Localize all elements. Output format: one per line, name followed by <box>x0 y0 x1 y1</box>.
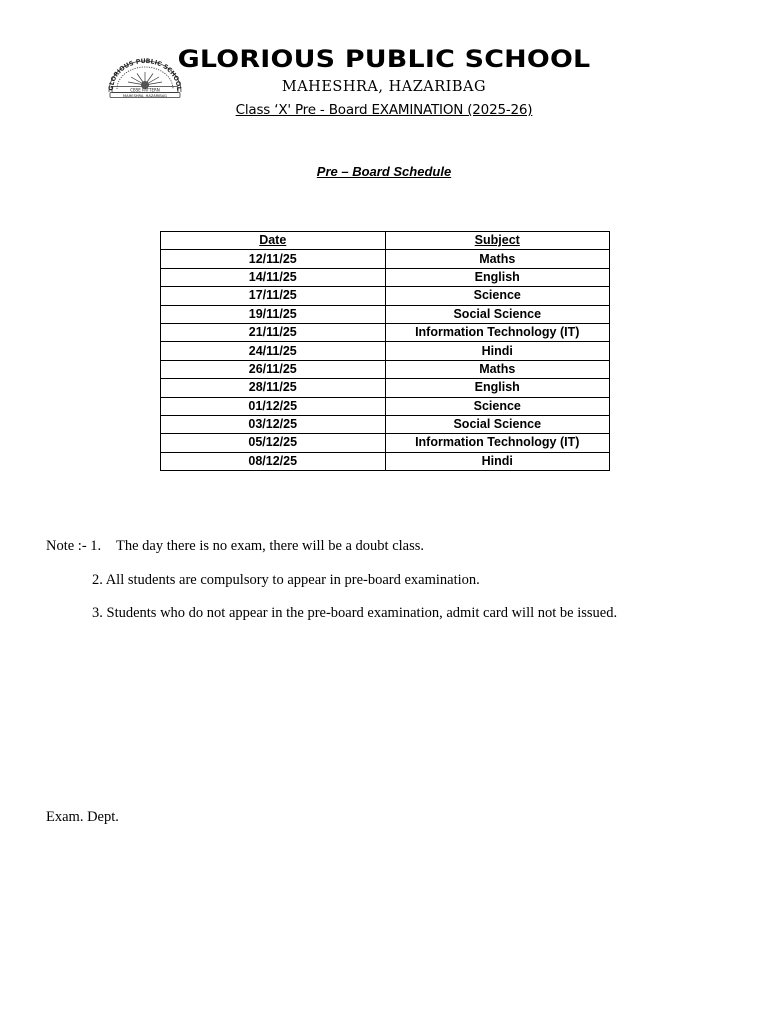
table-row <box>161 305 610 323</box>
note-item: 3. Students who do not appear in the pre-board examination, admit card will not be issued. <box>92 605 618 621</box>
school-address: MAHESHRA, HAZARIBAG <box>281 79 487 95</box>
date-column-header: Date <box>161 232 386 250</box>
exam-title: Class ‘X' Pre - Board EXAMINATION (2025-26) <box>235 102 533 118</box>
table-row <box>161 434 610 452</box>
svg-text:CBSE PATTERN: CBSE PATTERN <box>130 87 160 93</box>
subject-cell: English <box>385 268 610 286</box>
subject-cell: Science <box>385 287 610 305</box>
date-cell: 24/11/25 <box>161 342 386 360</box>
date-cell: 19/11/25 <box>161 305 386 323</box>
table-row <box>161 287 610 305</box>
subject-cell: Information Technology (IT) <box>385 434 610 452</box>
subject-cell: Social Science <box>385 415 610 433</box>
subject-cell: Hindi <box>385 342 610 360</box>
table-row <box>161 268 610 286</box>
table-row <box>161 360 610 378</box>
subject-cell: Science <box>385 397 610 415</box>
table-row <box>161 452 610 470</box>
table-row <box>161 415 610 433</box>
date-cell: 08/12/25 <box>161 452 386 470</box>
schedule-title: Pre – Board Schedule <box>316 164 452 179</box>
note-prefix: Note :- 1. <box>46 538 102 554</box>
svg-text:GLORIOUS PUBLIC SCHOOL: GLORIOUS PUBLIC SCHOOL <box>107 58 183 91</box>
subject-cell: Information Technology (IT) <box>385 323 610 341</box>
subject-cell: Social Science <box>385 305 610 323</box>
school-name: GLORIOUS PUBLIC SCHOOL <box>177 45 591 73</box>
subject-cell: Hindi <box>385 452 610 470</box>
date-cell: 17/11/25 <box>161 287 386 305</box>
date-cell: 14/11/25 <box>161 268 386 286</box>
date-cell: 01/12/25 <box>161 397 386 415</box>
table-header-row <box>161 232 610 250</box>
subject-cell: Maths <box>385 250 610 268</box>
note-item <box>46 537 424 555</box>
date-cell: 12/11/25 <box>161 250 386 268</box>
table-row <box>161 323 610 341</box>
signature: Exam. Dept. <box>46 809 119 825</box>
note-item: 2. All students are compulsory to appear in pre-board examination. <box>92 572 480 588</box>
table-row <box>161 342 610 360</box>
table-row <box>161 379 610 397</box>
date-cell: 03/12/25 <box>161 415 386 433</box>
date-cell: 05/12/25 <box>161 434 386 452</box>
table-row <box>161 250 610 268</box>
subject-column-header: Subject <box>385 232 610 250</box>
table-row <box>161 397 610 415</box>
note-text: The day there is no exam, there will be a doubt class. <box>116 538 425 554</box>
schedule-table <box>160 231 610 471</box>
date-cell: 28/11/25 <box>161 379 386 397</box>
svg-text:MAHESHRA, HAZARIBAG: MAHESHRA, HAZARIBAG <box>123 93 167 98</box>
subject-cell: Maths <box>385 360 610 378</box>
subject-cell: English <box>385 379 610 397</box>
date-cell: 21/11/25 <box>161 323 386 341</box>
date-cell: 26/11/25 <box>161 360 386 378</box>
